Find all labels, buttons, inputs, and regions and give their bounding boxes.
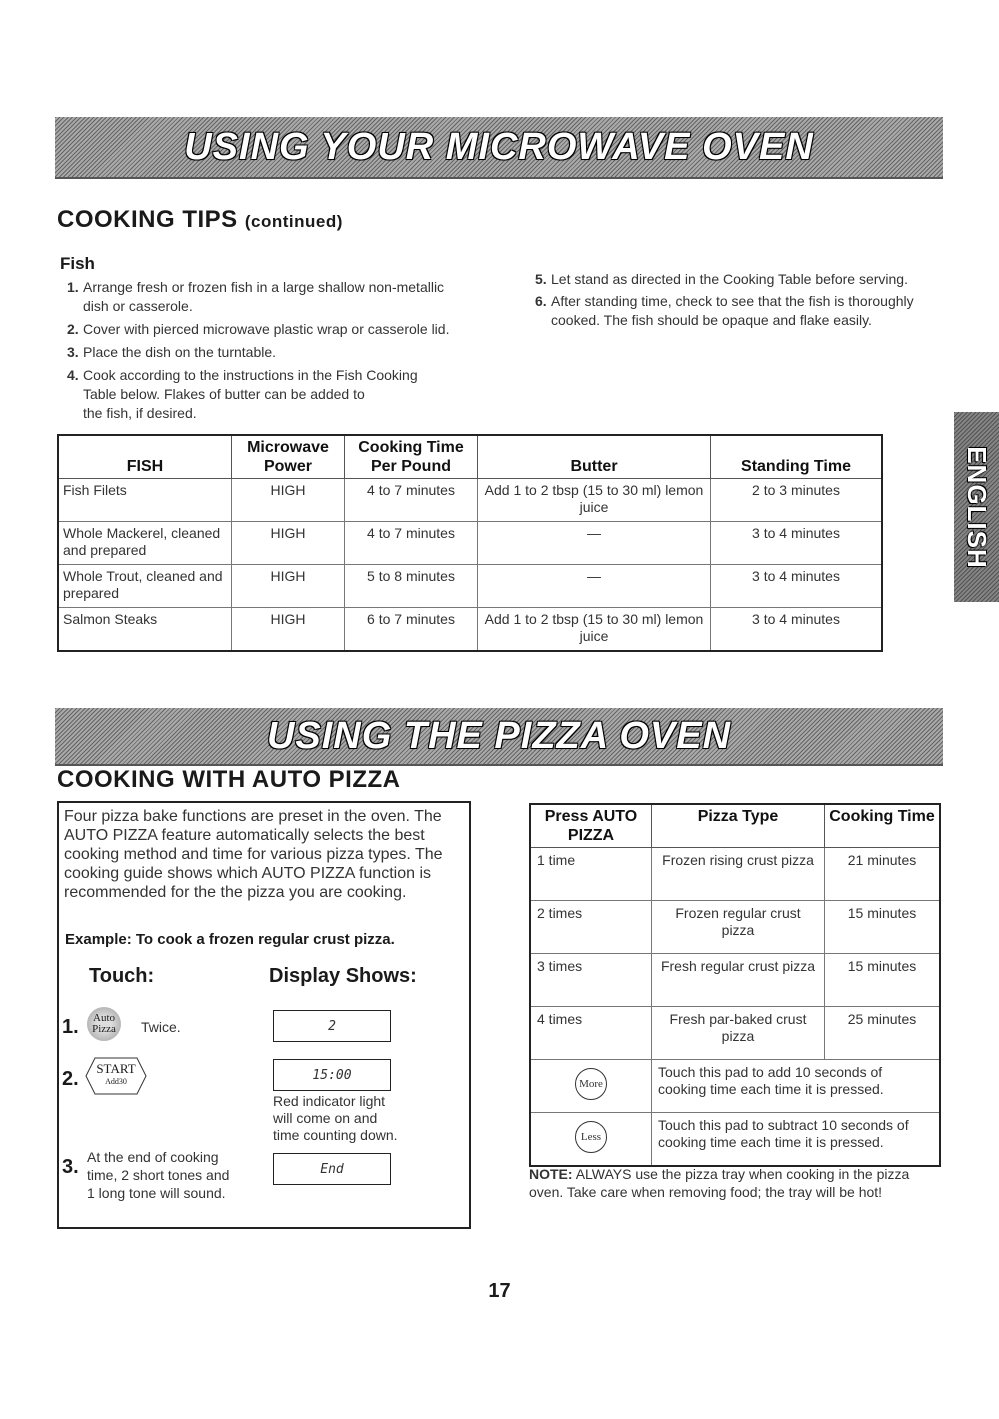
step-text: Place the dish on the turntable.: [83, 344, 277, 360]
touch-label: Touch:: [89, 965, 155, 987]
cell-press: 1 time: [530, 848, 652, 901]
cell-time: 4 to 7 minutes: [345, 479, 478, 522]
button-label: START: [96, 1061, 136, 1076]
cell-fish: Fish Filets: [58, 479, 232, 522]
button-sublabel: Add30: [105, 1077, 127, 1086]
cell-butter: —: [478, 522, 711, 565]
table-row: [58, 565, 882, 608]
cell-standing: 2 to 3 minutes: [711, 479, 883, 522]
page-number: 17: [488, 1280, 511, 1302]
header-type: Pizza Type: [652, 804, 825, 848]
cell-fish: Whole Trout, cleaned and prepared: [58, 565, 232, 608]
cell-butter: Add 1 to 2 tbsp (15 to 30 ml) lemon juice: [478, 479, 711, 522]
banner-title: USING THE PIZZA OVEN: [266, 714, 732, 757]
step-text: Arrange fresh or frozen fish in a large shallow non-metallic: [83, 279, 445, 295]
header-standing: Standing Time: [711, 435, 883, 479]
auto-pizza-button[interactable]: [87, 1007, 121, 1041]
fish-cooking-table: [57, 434, 883, 652]
step1-text: Twice.: [141, 1019, 181, 1035]
fish-steps-left: [67, 278, 507, 423]
cell-power: HIGH: [232, 479, 345, 522]
note-text: ALWAYS use the pizza tray when cooking in the pizza oven. Take care when removing food; the tray will be hot!: [529, 1166, 910, 1200]
cell-butter: Add 1 to 2 tbsp (15 to 30 ml) lemon juice: [478, 608, 711, 652]
step2-number: 2.: [62, 1068, 79, 1090]
table-row: [530, 1007, 940, 1060]
cell-press: 3 times: [530, 954, 652, 1007]
auto-pizza-example: Example: To cook a frozen regular crust pizza.: [65, 931, 395, 948]
cell-time: 15 minutes: [825, 901, 941, 954]
table-row: [58, 479, 882, 522]
step2-note: Red indicator light will come on and time counting down.: [273, 1093, 398, 1143]
cell-more-button: [530, 1060, 652, 1113]
step-number: 4.: [67, 367, 79, 383]
step-item: [67, 366, 507, 423]
step-number: 2.: [67, 321, 79, 337]
cooking-tips-title: COOKING TIPS: [57, 206, 238, 233]
cell-fish: Whole Mackerel, cleaned and prepared: [58, 522, 232, 565]
table-header-row: [58, 435, 882, 479]
cooking-tips-heading: [57, 206, 343, 234]
header-time: Cooking Time: [825, 804, 941, 848]
display-label: Display Shows:: [269, 965, 417, 987]
cell-type: Fresh par-baked crust pizza: [652, 1007, 825, 1060]
table-row: [530, 848, 940, 901]
less-button[interactable]: Less: [575, 1121, 607, 1153]
cell-time: 15 minutes: [825, 954, 941, 1007]
cell-type: Frozen regular crust pizza: [652, 901, 825, 954]
more-button[interactable]: More: [575, 1068, 607, 1100]
cell-power: HIGH: [232, 522, 345, 565]
cell-less-text: Touch this pad to subtract 10 seconds of cooking time each time it is pressed.: [652, 1113, 941, 1167]
cell-standing: 3 to 4 minutes: [711, 608, 883, 652]
step1-number: 1.: [62, 1016, 79, 1038]
banner-title: USING YOUR MICROWAVE OVEN: [184, 125, 814, 168]
cell-fish: Salmon Steaks: [58, 608, 232, 652]
step-item: [535, 270, 955, 289]
header-power: Microwave Power: [232, 435, 345, 479]
display-readout: 2: [273, 1010, 391, 1042]
header-press: Press AUTO PIZZA: [530, 804, 652, 848]
header-fish: FISH: [58, 435, 232, 479]
table-row: [530, 901, 940, 954]
step-item: [67, 343, 507, 362]
header-butter: Butter: [478, 435, 711, 479]
step3-text: At the end of cooking time, 2 short tones and 1 long tone will sound.: [87, 1149, 230, 1201]
cooking-tips-suffix: (continued): [244, 212, 343, 231]
display-readout: End: [273, 1153, 391, 1185]
step-text: After standing time, check to see that the fish is thoroughly: [551, 293, 914, 309]
cell-standing: 3 to 4 minutes: [711, 522, 883, 565]
cell-press: 4 times: [530, 1007, 652, 1060]
cell-time: 4 to 7 minutes: [345, 522, 478, 565]
auto-pizza-intro: Four pizza bake functions are preset in the oven. The AUTO PIZZA feature automatically selects the best cooking method and time for various pizza types. The cooking guide shows which AUTO PIZZA function is recommended for the the pizza you are cooking.: [64, 808, 443, 901]
table-row: [58, 608, 882, 652]
cell-power: HIGH: [232, 608, 345, 652]
table-row-more: [530, 1060, 940, 1113]
step-text: Table below. Flakes of butter can be added to: [83, 386, 365, 402]
fish-heading: Fish: [60, 254, 95, 273]
table-row: [530, 954, 940, 1007]
cell-type: Fresh regular crust pizza: [652, 954, 825, 1007]
cell-time: 21 minutes: [825, 848, 941, 901]
cell-press: 2 times: [530, 901, 652, 954]
button-label: Auto: [93, 1012, 115, 1024]
step-number: 3.: [67, 344, 79, 360]
section-banner-microwave: [55, 117, 943, 179]
cell-time: 6 to 7 minutes: [345, 608, 478, 652]
step-text: dish or casserole.: [83, 298, 193, 314]
cell-time: 5 to 8 minutes: [345, 565, 478, 608]
auto-pizza-box: [57, 801, 471, 1229]
cell-power: HIGH: [232, 565, 345, 608]
pizza-note: [529, 1165, 941, 1201]
step-number: 5.: [535, 271, 547, 287]
table-header-row: [530, 804, 940, 848]
step-text: cooked. The fish should be opaque and flake easily.: [551, 312, 872, 328]
pizza-cooking-table: [529, 803, 941, 1167]
step-item: [67, 320, 507, 339]
section-banner-pizza: [55, 708, 943, 766]
step3-number: 3.: [62, 1156, 79, 1178]
language-tab: [954, 412, 999, 602]
step-text: Cook according to the instructions in the Fish Cooking: [83, 367, 418, 383]
table-row-less: [530, 1113, 940, 1167]
cell-type: Frozen rising crust pizza: [652, 848, 825, 901]
auto-pizza-heading: COOKING WITH AUTO PIZZA: [57, 766, 401, 793]
cell-less-button: [530, 1113, 652, 1167]
header-time: Cooking Time Per Pound: [345, 435, 478, 479]
button-label: Pizza: [92, 1023, 116, 1035]
display-readout: 15:00: [273, 1059, 391, 1091]
note-label: NOTE:: [529, 1166, 573, 1182]
step-text: Cover with pierced microwave plastic wrap or casserole lid.: [83, 321, 450, 337]
step-item: [67, 278, 507, 316]
table-row: [58, 522, 882, 565]
cell-more-text: Touch this pad to add 10 seconds of cooking time each time it is pressed.: [652, 1060, 941, 1113]
cell-standing: 3 to 4 minutes: [711, 565, 883, 608]
cell-time: 25 minutes: [825, 1007, 941, 1060]
step-number: 6.: [535, 293, 547, 309]
step-number: 1.: [67, 279, 79, 295]
language-tab-label: ENGLISH: [962, 445, 993, 569]
step-text: Let stand as directed in the Cooking Table before serving.: [551, 271, 908, 287]
step-item: [535, 292, 955, 330]
step-text: the fish, if desired.: [83, 405, 197, 421]
start-button[interactable]: [85, 1057, 147, 1095]
cell-butter: —: [478, 565, 711, 608]
fish-steps-right: [535, 270, 955, 330]
